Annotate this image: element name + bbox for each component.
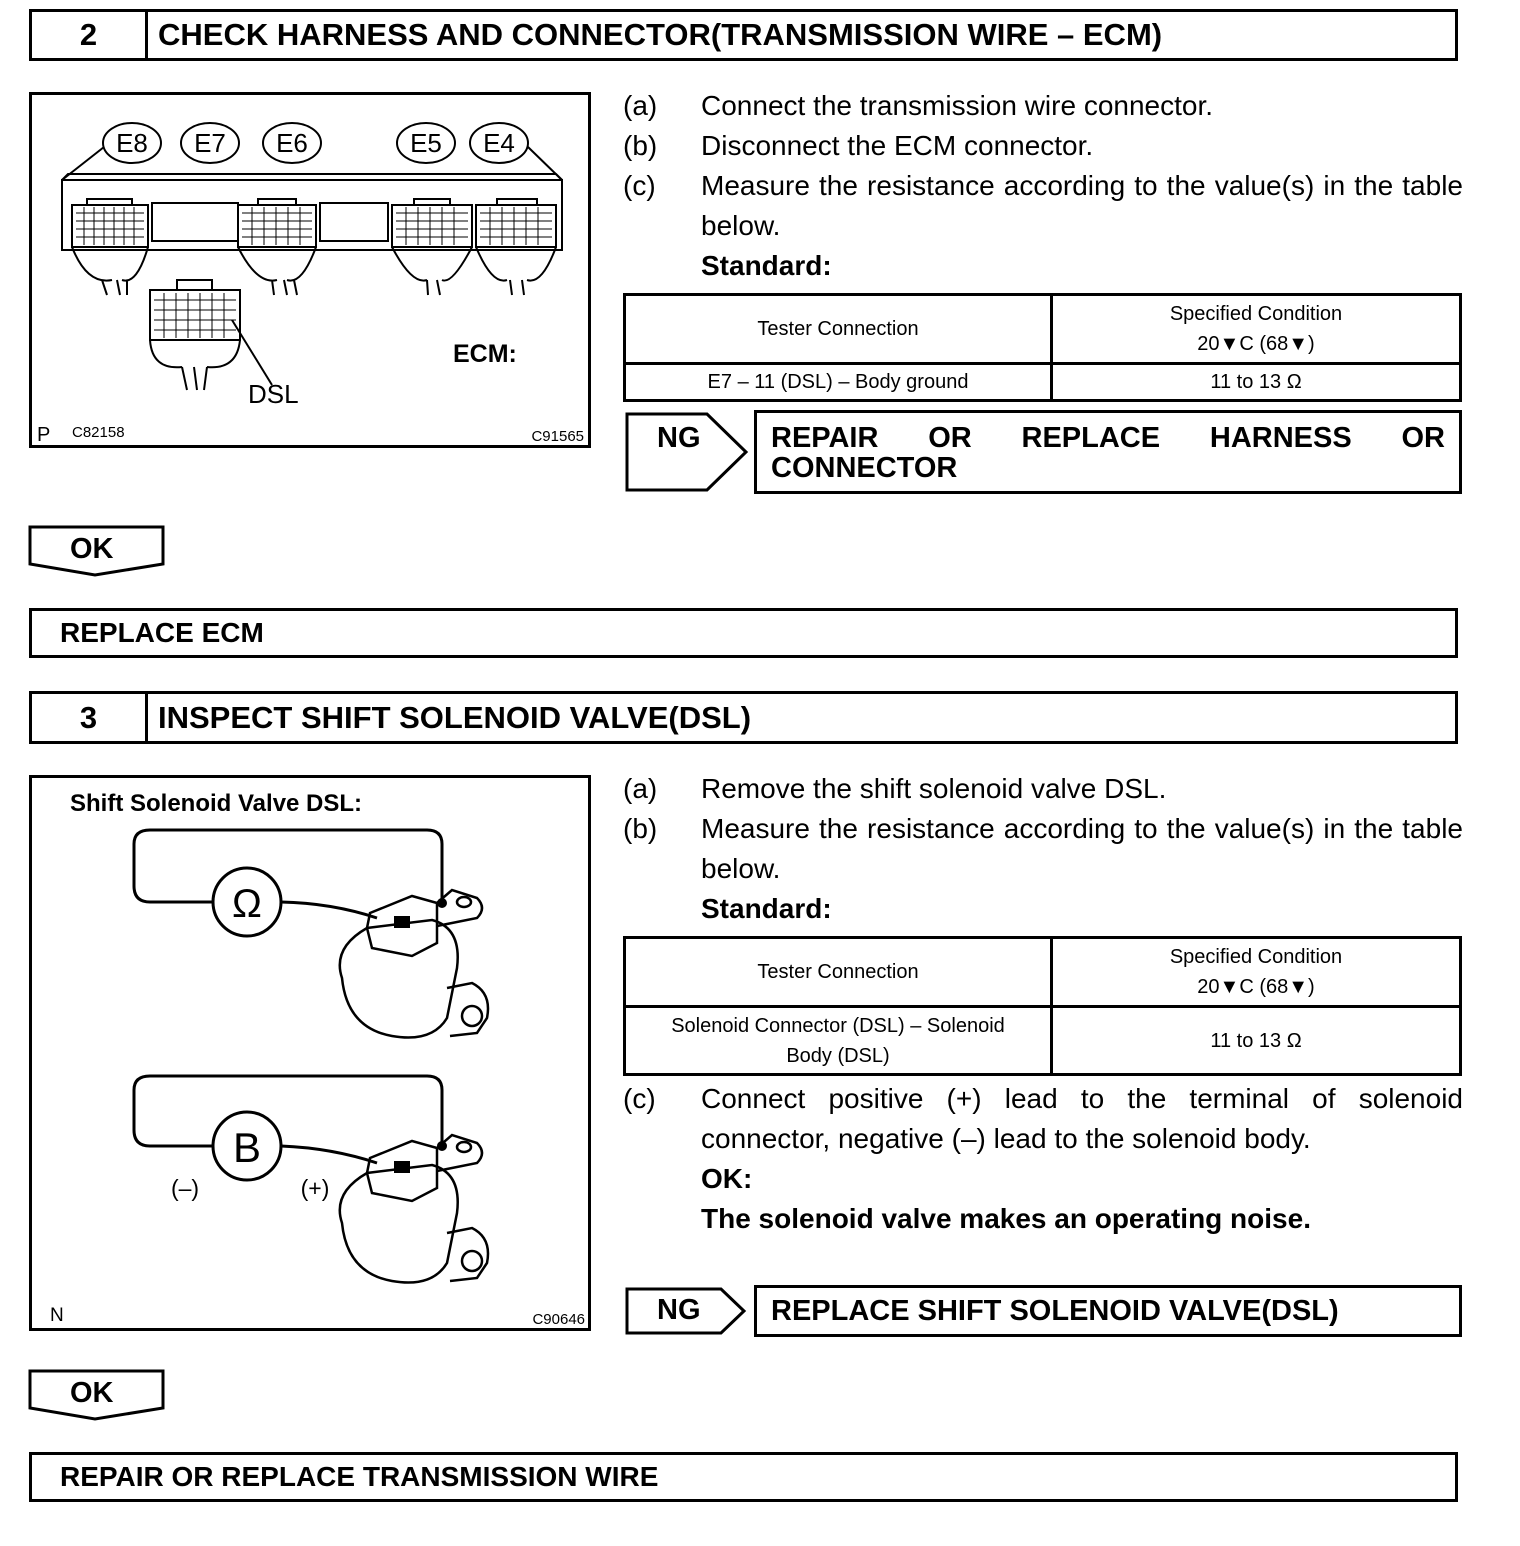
ok-label: OK xyxy=(70,1377,114,1409)
table-header-temperature: 20▼C (68▼) xyxy=(1197,333,1315,355)
result-replace-ecm: REPLACE ECM xyxy=(29,608,1458,658)
connector-e7-label: E7 xyxy=(194,128,226,158)
step-label: (b) xyxy=(623,130,658,161)
battery-icon: B xyxy=(232,1124,262,1171)
step-text: Connect the transmission wire connector. xyxy=(701,90,1214,121)
connector-e8-label: E8 xyxy=(116,128,148,158)
table-header-tester: Tester Connection xyxy=(625,295,1052,364)
ng-action-line2: CONNECTOR xyxy=(771,452,958,484)
ng-action-line1: REPAIR OR REPLACE HARNESS OR xyxy=(771,422,1445,454)
step-text: Connect positive (+) lead to the terminal of solenoid connector, negative (–) lead to the solenoid body. xyxy=(701,1083,1463,1154)
ok-spec-label: OK: xyxy=(701,1163,753,1194)
ok-label: OK xyxy=(70,533,114,565)
ng-action-text: REPLACE SHIFT SOLENOID VALVE(DSL) xyxy=(771,1295,1339,1327)
result-repair-transmission-wire: REPAIR OR REPLACE TRANSMISSION WIRE xyxy=(29,1452,1458,1502)
ng-label: NG xyxy=(657,422,701,454)
figure-corner-label: P xyxy=(37,424,51,445)
step-3-title: INSPECT SHIFT SOLENOID VALVE(DSL) xyxy=(158,699,752,735)
ecm-connector-figure xyxy=(29,92,591,448)
step-text: Disconnect the ECM connector. xyxy=(701,130,1094,161)
spec-table xyxy=(623,936,1462,1076)
standard-label: Standard: xyxy=(701,893,832,924)
table-cell: Solenoid Connector (DSL) – Solenoid Body (DSL) xyxy=(625,1007,1052,1075)
table-header-temperature: 20▼C (68▼) xyxy=(1197,976,1315,998)
table-row xyxy=(625,364,1461,401)
figure-title: Shift Solenoid Valve DSL: xyxy=(70,790,363,817)
step-text: Remove the shift solenoid valve DSL. xyxy=(701,773,1167,804)
step-label: (c) xyxy=(623,1083,656,1114)
table-row xyxy=(625,1007,1461,1075)
ng-branch xyxy=(623,1285,1462,1337)
ecm-connector-diagram xyxy=(32,95,588,445)
table-header-tester: Tester Connection xyxy=(625,938,1052,1007)
ng-action xyxy=(754,1285,1462,1337)
step-3-number: 3 xyxy=(32,694,148,741)
ohmmeter-icon: Ω xyxy=(232,882,262,926)
step-text: Measure the resistance according to the value(s) in the table below. xyxy=(701,170,1463,241)
solenoid-figure xyxy=(29,775,591,1331)
step-label: (a) xyxy=(623,90,658,121)
step-label: (c) xyxy=(623,170,656,201)
ng-action xyxy=(754,410,1462,494)
ng-label: NG xyxy=(657,1294,701,1326)
connector-e5-label: E5 xyxy=(410,128,442,158)
standard-label: Standard: xyxy=(701,250,832,281)
step-2-header xyxy=(29,9,1458,61)
ng-branch xyxy=(623,410,1462,494)
step-2-title: CHECK HARNESS AND CONNECTOR(TRANSMISSION WIRE – ECM) xyxy=(158,17,1163,52)
dsl-label: DSL xyxy=(248,379,299,409)
step-label: (b) xyxy=(623,813,658,844)
ecm-label: ECM: xyxy=(453,340,517,368)
negative-lead-label: (–) xyxy=(170,1175,200,1201)
positive-lead-label: (+) xyxy=(300,1175,330,1201)
table-cell: 11 to 13 Ω xyxy=(1052,1007,1461,1075)
connector-e4-label: E4 xyxy=(483,128,515,158)
table-header-condition xyxy=(1052,938,1461,1007)
table-cell: E7 – 11 (DSL) – Body ground xyxy=(625,364,1052,401)
step-3-header xyxy=(29,691,1458,744)
table-cell: 11 to 13 Ω xyxy=(1052,364,1461,401)
table-header-condition xyxy=(1052,295,1461,364)
step-2-number: 2 xyxy=(32,12,148,58)
spec-table xyxy=(623,293,1462,402)
figure-code-left: C82158 xyxy=(72,424,125,441)
figure-corner-label: N xyxy=(50,1305,64,1326)
connector-e6-label: E6 xyxy=(276,128,308,158)
step-text: Measure the resistance according to the value(s) in the table below. xyxy=(701,813,1463,884)
figure-code: C90646 xyxy=(532,1311,585,1328)
figure-code-right: C91565 xyxy=(531,428,584,445)
table-header-condition-title: Specified Condition xyxy=(1169,946,1343,968)
solenoid-diagram xyxy=(32,778,588,1328)
ok-spec-text: The solenoid valve makes an operating noise. xyxy=(701,1203,1311,1234)
step-label: (a) xyxy=(623,773,658,804)
table-header-condition-title: Specified Condition xyxy=(1169,303,1343,325)
